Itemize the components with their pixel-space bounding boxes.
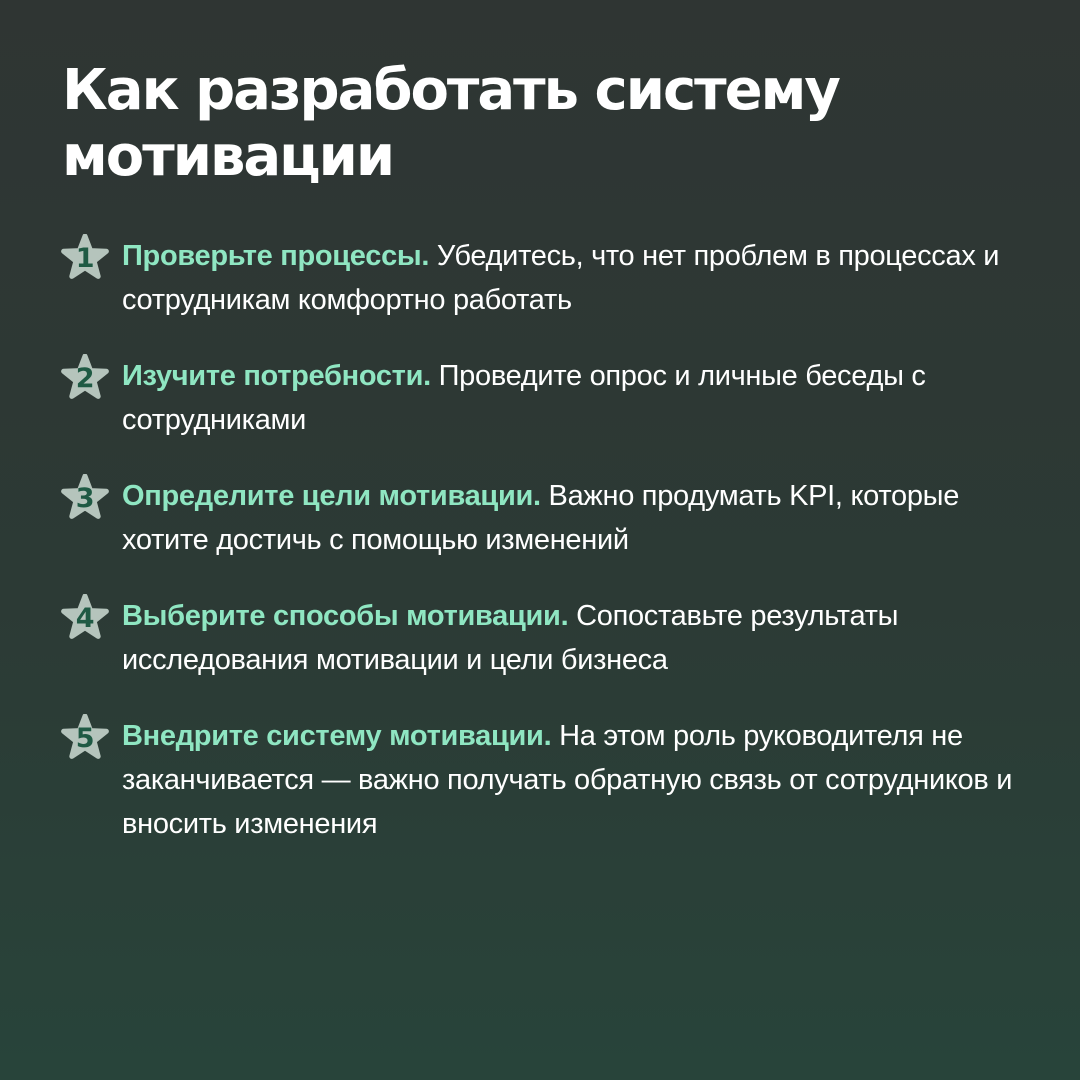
list-item bbox=[62, 354, 1022, 442]
steps-list bbox=[62, 234, 1020, 846]
star-badge-icon bbox=[60, 234, 110, 282]
step-text: Убедитесь, что нет проблем в процессах и сотрудникам комфортно работать bbox=[122, 240, 1000, 316]
list-item bbox=[62, 474, 1022, 562]
list-item bbox=[62, 714, 1022, 846]
step-heading: Изучите потребности. bbox=[122, 360, 431, 392]
step-heading: Выберите способы мотивации. bbox=[122, 600, 569, 632]
step-text: Важно продумать KPI, которые хотите достичь с помощью изменений bbox=[122, 480, 960, 556]
star-badge-icon bbox=[60, 594, 110, 642]
step-text: Проведите опрос и личные беседы с сотрудниками bbox=[122, 360, 926, 436]
list-item bbox=[62, 234, 1022, 322]
step-number: 1 bbox=[75, 243, 95, 274]
step-text: Сопоставьте результаты исследования мотивации и цели бизнеса bbox=[122, 600, 899, 676]
step-number: 4 bbox=[75, 603, 95, 634]
step-number: 5 bbox=[75, 723, 95, 754]
step-heading: Проверьте процессы. bbox=[122, 240, 430, 272]
step-heading: Внедрите систему мотивации. bbox=[122, 720, 552, 752]
star-badge-icon bbox=[60, 354, 110, 402]
step-number: 2 bbox=[75, 363, 95, 394]
star-badge-icon bbox=[60, 474, 110, 522]
list-item bbox=[62, 594, 1022, 682]
page-title: Как разработать систему мотивации bbox=[62, 58, 839, 189]
step-heading: Определите цели мотивации. bbox=[122, 480, 541, 512]
step-text: На этом роль руководителя не заканчивается — важно получать обратную связь от сотрудников и вносить изменения bbox=[122, 720, 1013, 840]
star-badge-icon bbox=[60, 714, 110, 762]
step-number: 3 bbox=[75, 483, 95, 514]
